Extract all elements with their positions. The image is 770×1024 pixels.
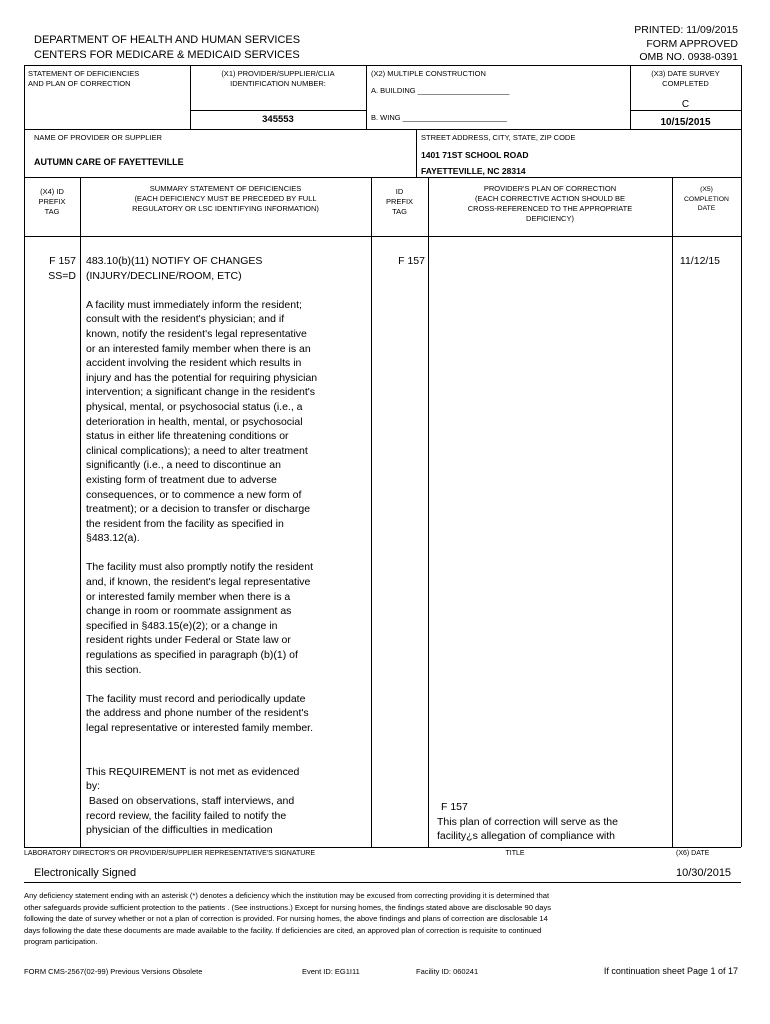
text-line: ID bbox=[395, 187, 404, 196]
rule bbox=[190, 110, 366, 111]
text-line: The facility must record and periodically update bbox=[86, 692, 306, 705]
text-line: legal representative or interested family member. bbox=[86, 722, 314, 734]
text-line: A facility must immediately inform the resident; bbox=[86, 298, 302, 311]
text-line: and, if known, the resident's legal representative bbox=[86, 576, 311, 589]
rule bbox=[24, 65, 25, 177]
form-approval-block bbox=[634, 24, 738, 65]
text-line: CROSS-REFERENCED TO THE APPROPRIATE bbox=[467, 204, 633, 213]
text-line: (X3) DATE SURVEY bbox=[651, 69, 720, 78]
x1-label bbox=[190, 69, 366, 89]
text-line: known, notify the resident's legal representative bbox=[86, 327, 307, 340]
wing-field: B. WING _________________________ bbox=[371, 113, 507, 122]
text-line: (EACH DEFICIENCY MUST BE PRECEDED BY FULL bbox=[134, 194, 317, 203]
text-line: TAG bbox=[44, 207, 60, 216]
page-indicator: If continuation sheet Page 1 of 17 bbox=[603, 966, 738, 976]
text-line: consult with the resident's physician; and if bbox=[86, 313, 285, 326]
text-line: treatment); or a decision to transfer or discharge bbox=[86, 503, 311, 516]
text-line: injury and has the potential for requiring physician bbox=[86, 371, 318, 384]
building-field: A. BUILDING ______________________ bbox=[371, 86, 510, 95]
x2-label: (X2) MULTIPLE CONSTRUCTION bbox=[371, 69, 486, 78]
text-line: 483.10(b)(11) NOTIFY OF CHANGES bbox=[86, 255, 263, 267]
text-line: SS=D bbox=[48, 269, 76, 282]
text-line: DEFICIENCY) bbox=[526, 214, 574, 223]
rule bbox=[416, 129, 417, 177]
provider-name: AUTUMN CARE OF FAYETTEVILLE bbox=[34, 157, 184, 167]
rule bbox=[24, 847, 741, 848]
deficiency-title bbox=[86, 254, 368, 283]
x5-header bbox=[672, 185, 741, 214]
printed-date: PRINTED: 11/09/2015 bbox=[634, 24, 738, 36]
text-line: this section. bbox=[86, 663, 142, 676]
regulation-paragraph-1 bbox=[86, 298, 368, 546]
statement-label bbox=[28, 69, 139, 89]
text-line: facility¿s allegation of compliance with bbox=[437, 830, 615, 843]
omb-number: OMB NO. 0938-0391 bbox=[639, 51, 738, 63]
deficiency-text bbox=[86, 254, 368, 838]
regulation-paragraph-3 bbox=[86, 692, 368, 736]
text-line: (X4) ID bbox=[40, 187, 64, 196]
rule bbox=[24, 882, 741, 883]
form-number: FORM CMS-2567(02-99) Previous Versions Obsolete bbox=[24, 967, 203, 976]
text-line: COMPLETED bbox=[662, 79, 709, 88]
facility-id: Facility ID: 060241 bbox=[416, 967, 479, 976]
text-line: deterioration in health, mental, or psychosocial bbox=[86, 415, 303, 428]
text-line: following the date of survey whether or not a plan of correction is provided. For nursing homes, the above findings and plans of correction are disclosable 14 bbox=[24, 914, 548, 923]
text-line: resident rights under Federal or State law or bbox=[86, 634, 291, 647]
signature-value: Electronically Signed bbox=[34, 867, 137, 879]
survey-code: C bbox=[681, 99, 690, 110]
text-line: significantly (i.e., a need to discontinue an bbox=[86, 459, 281, 472]
text-line: STATEMENT OF DEFICIENCIES bbox=[28, 69, 140, 78]
text-line: regulations as specified in paragraph (b)(1) of bbox=[86, 649, 298, 662]
plan-tag: F 157 bbox=[398, 255, 425, 267]
text-line: (X1) PROVIDER/SUPPLIER/CLIA bbox=[221, 69, 335, 78]
signature-date: 10/30/2015 bbox=[676, 867, 732, 879]
city-state-zip: FAYETTEVILLE, NC 28314 bbox=[421, 166, 526, 176]
text-line: consequences, or to commence a new form of bbox=[86, 488, 302, 501]
text-line: days following the date these documents are made available to the facility. If deficiencies are cited, an approved plan of correction is requisite to continued bbox=[24, 925, 542, 935]
text-line: TAG bbox=[392, 207, 407, 216]
rule bbox=[630, 110, 741, 111]
text-line: clinical complications); a need to alter treatment bbox=[86, 444, 308, 457]
rule bbox=[672, 177, 673, 847]
text-line: or an interested family member when there is an bbox=[86, 342, 311, 355]
text-line: other safeguards provide sufficient protection to the patients . (See instructions.) Except for nursing homes, the findings stated above are disclosable 90 days bbox=[24, 902, 552, 912]
rule bbox=[24, 236, 741, 237]
text-line: §483.12(a). bbox=[86, 532, 140, 545]
deficiency-tag bbox=[24, 254, 76, 283]
text-line: or interested family member when there is a bbox=[86, 590, 291, 603]
rule bbox=[741, 177, 742, 847]
agency-name bbox=[34, 33, 300, 63]
text-line: status in either life threatening conditions or bbox=[86, 430, 289, 443]
regulation-paragraph-2 bbox=[86, 560, 368, 677]
agency-line-1: DEPARTMENT OF HEALTH AND HUMAN SERVICES bbox=[34, 34, 301, 46]
finding-paragraph bbox=[86, 765, 368, 838]
rule bbox=[741, 65, 742, 177]
text-line: SUMMARY STATEMENT OF DEFICIENCIES bbox=[149, 184, 302, 193]
rule bbox=[24, 65, 741, 66]
signature-label: LABORATORY DIRECTOR'S OR PROVIDER/SUPPLIER REPRESENTATIVE'S SIGNATURE bbox=[24, 850, 316, 857]
text-line: existing form of treatment due to adverse bbox=[86, 473, 277, 486]
text-line: accident involving the resident which results in bbox=[86, 357, 302, 370]
rule bbox=[371, 177, 372, 847]
text-line: the address and phone number of the resident's bbox=[86, 707, 309, 720]
text-line: PROVIDER'S PLAN OF CORRECTION bbox=[483, 184, 617, 193]
text-line: This REQUIREMENT is not met as evidenced bbox=[86, 765, 300, 778]
text-line: program participation. bbox=[24, 937, 98, 946]
survey-date: 10/15/2015 bbox=[660, 117, 711, 128]
date-label: (X6) DATE bbox=[676, 850, 710, 857]
text-line: (INJURY/DECLINE/ROOM, ETC) bbox=[86, 269, 242, 282]
rule bbox=[24, 177, 741, 178]
text-line: Based on observations, staff interviews, and bbox=[86, 794, 295, 807]
provider-name-label: NAME OF PROVIDER OR SUPPLIER bbox=[34, 133, 162, 142]
form-approved: FORM APPROVED bbox=[646, 37, 738, 50]
text-line: specified in §483.15(e)(2); or a change in bbox=[86, 619, 278, 632]
text-line: IDENTIFICATION NUMBER: bbox=[230, 79, 326, 88]
x3-label bbox=[630, 69, 741, 89]
agency-line-2: CENTERS FOR MEDICARE & MEDICAID SERVICES bbox=[34, 49, 300, 61]
plan-of-correction-text bbox=[437, 800, 669, 844]
rule bbox=[366, 65, 367, 129]
address-label: STREET ADDRESS, CITY, STATE, ZIP CODE bbox=[421, 133, 576, 142]
text-line: PREFIX bbox=[385, 197, 414, 206]
text-line: the resident from the facility as specified in bbox=[86, 517, 284, 530]
text-line: PREFIX bbox=[38, 197, 66, 206]
text-line: intervention; a significant change in the resident's bbox=[86, 386, 316, 399]
text-line: F 157 bbox=[49, 255, 76, 267]
text-line: The facility must also promptly notify the resident bbox=[86, 561, 314, 574]
rule bbox=[428, 177, 429, 847]
disclaimer bbox=[24, 890, 744, 948]
rule bbox=[24, 129, 741, 130]
text-line: DATE bbox=[697, 205, 716, 212]
rule bbox=[80, 177, 81, 847]
street-address: 1401 71ST SCHOOL ROAD bbox=[421, 150, 529, 160]
text-line: AND PLAN OF CORRECTION bbox=[28, 79, 131, 88]
text-line: This plan of correction will serve as the bbox=[437, 815, 618, 828]
text-line: (EACH CORRECTIVE ACTION SHOULD BE bbox=[474, 194, 626, 203]
text-line: physical, mental, or psychosocial status (i.e., a bbox=[86, 400, 303, 413]
text-line: by: bbox=[86, 780, 101, 793]
title-label: TITLE bbox=[505, 850, 525, 857]
text-line: COMPLETION bbox=[684, 195, 729, 203]
completion-date: 11/12/15 bbox=[679, 255, 720, 267]
text-line: F 157 bbox=[441, 801, 468, 813]
id-header bbox=[371, 187, 428, 217]
text-line: Any deficiency statement ending with an asterisk (*) denotes a deficiency which the institution may be excused from correcting providing it is determined that bbox=[24, 891, 550, 900]
text-line: REGULATORY OR LSC IDENTIFYING INFORMATION) bbox=[132, 204, 319, 213]
x4-header bbox=[24, 187, 80, 217]
text-line: (X5) bbox=[700, 186, 713, 193]
summary-header bbox=[80, 184, 371, 214]
plan-header bbox=[428, 184, 672, 224]
event-id: Event ID: EG1I11 bbox=[302, 967, 360, 976]
text-line: change in room or roommate assignment as bbox=[86, 605, 292, 618]
text-line: physician of the difficulties in medication bbox=[86, 824, 273, 837]
text-line: record review, the facility failed to notify the bbox=[86, 809, 287, 822]
provider-number: 345553 bbox=[262, 114, 294, 125]
